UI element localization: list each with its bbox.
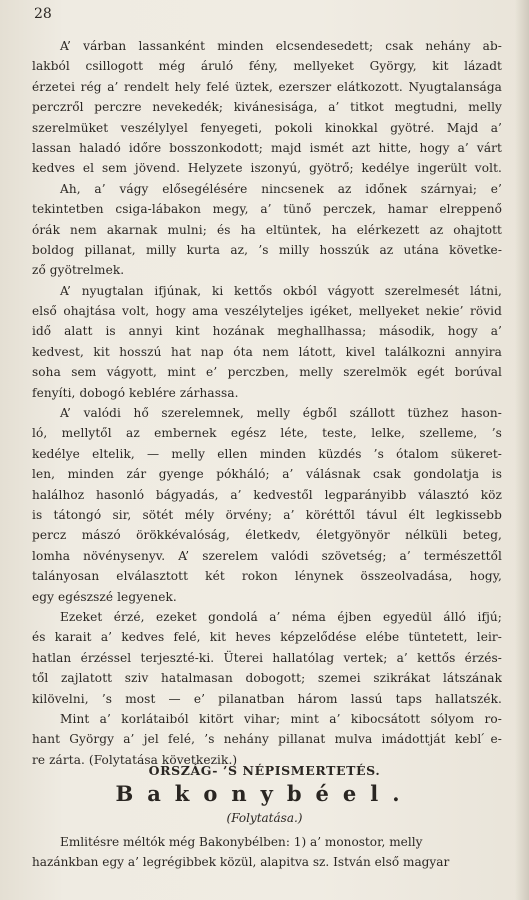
text-line: halálhoz hasonló bágyadás, a’ kedvestől legparányibb választó köz [32, 487, 502, 502]
text-line: Emlitésre méltók még Bakonybélben: 1) a’ monostor, melly [60, 835, 423, 849]
text-line: kilövelni, ’s most — e’ pilanatban három lassú taps hallatszék. [32, 691, 502, 706]
text-line: hazánkban egy a’ legrégibbek közül, alapitva sz. István első magyar [32, 855, 450, 870]
text-line: Ah, a’ vágy elősegélésére nincsenek az időnek szárnyai; e’ [60, 181, 502, 196]
text-line: hant György a’ jel felé, ’s nehány pillanat mulva imádottját kebl ́e- [32, 732, 502, 747]
text-line: től zajlatott sziv hatalmasan dobogott; szemei szikrákat látszának [32, 671, 502, 686]
text-line: tekintetben csiga-lábakon megy, a’ tünő perczek, hamar elreppenő [32, 202, 502, 217]
text-line: egy egészszé legyenek. [32, 589, 177, 604]
article-subtitle: (Folytatása.) [226, 811, 303, 825]
article-body [32, 832, 502, 873]
text-line: A’ várban lassanként minden elcsendesedett; csak nehány ab- [60, 39, 502, 53]
text-line: len, minden zár gyenge pókháló; a’ válásnak csak gondolatja is [32, 467, 502, 482]
page-number: 28 [34, 6, 52, 22]
text-line: lomha növénysenyv. A’ szerelem valódi szövetség; a’ természettől [32, 548, 502, 563]
text-line: kedves el sem jövend. Helyzete iszonyú, gyötrő; kedélye ingerült volt. [32, 161, 502, 176]
text-line: A’ nyugtalan ifjúnak, ki kettős okból vágyott szerelmesét látni, [60, 283, 502, 298]
text-line: hatlan érzéssel terjeszté-ki. Üterei hallatólag vertek; a’ kettős érzés- [32, 650, 502, 665]
article-headline: Bakonybéel. [115, 781, 414, 806]
text-line: kedélye eltelik, — melly ellen minden küzdés ’s ótalom sükeret- [32, 446, 502, 461]
text-line: ző gyötrelmek. [32, 263, 125, 278]
text-line: Mint a’ korlátaiból kitört vihar; mint a’ kibocsátott sólyom ro- [60, 711, 502, 726]
text-line: lakból csillogott még áruló fény, mellyeket György, kit lázadt [32, 59, 502, 74]
text-line: talányosan elválasztott két rokon lénynek összeolvadása, hogy, [32, 569, 502, 584]
text-line: idő alatt is annyi kint hozának meghallhassa; második, hogy a’ [32, 324, 502, 339]
text-line: ló, mellytől az embernek egész léte, teste, lelke, szelleme, ’s [32, 426, 502, 441]
text-line: perczről perczre nevekedék; kivánesisága, a’ titkot megtudni, melly [32, 100, 502, 115]
text-line: is tátongó sir, sötét mély örvény; a’ köréttől távul élt legkissebb [32, 507, 502, 522]
text-line: szerelmüket veszélylyel fenyegeti, pokoli kinokkal gyötré. Majd a’ [32, 120, 502, 135]
page-edge-shadow [515, 0, 529, 900]
text-line: érzetei rég a’ rendelt hely felé üztek, ezerszer elátkozott. Nyugtalansága [32, 79, 502, 94]
text-line: órák nem akarnak mulni; és ha eltüntek, ha elérkezett az ohajtott [32, 222, 502, 237]
main-text [32, 36, 502, 770]
text-line: re zárta. (Folytatása következik.) [32, 752, 238, 767]
text-line: lassan haladó időre bosszonkodott; majd ismét azt hitte, hogy a’ várt [32, 140, 502, 155]
text-line: és karait a’ kedves felé, kit heves képzelődése elébe tüntetett, leir- [32, 630, 502, 645]
text-line: boldog pillanat, milly kurta az, ’s milly hosszúk az utána követke- [32, 242, 502, 257]
text-line: percz mászó örökkévalóság, életkedv, életgyönyör nélküli beteg, [32, 528, 502, 543]
text-line: A’ valódi hő szerelemnek, melly égből szállott tüzhez hason- [60, 406, 502, 421]
text-line: fenyíti, dobogó keblére zárhassa. [32, 385, 239, 400]
text-line: kedvest, kit hosszú hat nap óta nem látott, kivel találkozni annyira [32, 344, 502, 359]
text-line: Ezeket érzé, ezeket gondolá a’ néma éjben egyedül álló ifjú; [60, 609, 502, 624]
text-line: soha sem vágyott, mint e’ perczben, melly szerelmök egét borúval [32, 365, 502, 380]
section-title: ORSZÁG- ’S NÉPISMERTETÉS. [148, 763, 381, 778]
text-line: első ohajtása volt, hogy ama veszélyteljes igéket, mellyeket nekie’ rövid [32, 304, 502, 319]
